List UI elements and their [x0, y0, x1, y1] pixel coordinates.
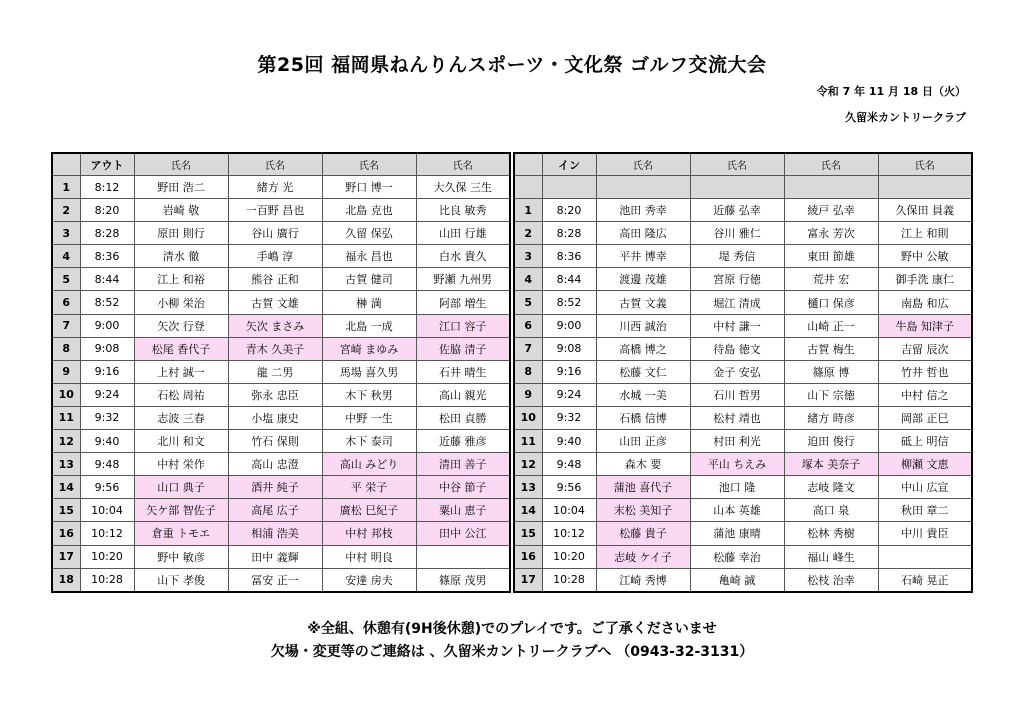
player-name: 牛島 知津子: [878, 314, 972, 337]
group-row: [514, 176, 972, 199]
group-number: 4: [514, 268, 542, 291]
tee-time: 8:36: [542, 245, 596, 268]
player-name: 金子 安弘: [690, 360, 784, 383]
player-name: 中村 謙一: [690, 314, 784, 337]
player-name: 冨安 正一: [228, 568, 322, 592]
player-name: 秋田 章二: [878, 499, 972, 522]
event-date: 令和 7 年 11 月 18 日（火）: [816, 85, 966, 98]
group-number: 9: [52, 360, 80, 383]
header-name: 氏名: [228, 153, 322, 176]
player-name: 亀崎 誠: [690, 568, 784, 592]
player-name: 石松 周祐: [134, 383, 228, 406]
player-name: 岩崎 敬: [134, 199, 228, 222]
group-row: [514, 314, 972, 337]
player-name: 榊 満: [322, 291, 416, 314]
player-name: 近藤 雅彦: [416, 430, 510, 453]
player-name: 松藤 文仁: [596, 360, 690, 383]
header-group-no: [52, 153, 80, 176]
header-name: 氏名: [416, 153, 510, 176]
tee-time: 9:40: [542, 430, 596, 453]
player-name: 福山 峰生: [784, 545, 878, 568]
player-name: 野中 公敏: [878, 245, 972, 268]
group-row: [514, 453, 972, 476]
player-name: 江上 和則: [878, 222, 972, 245]
header-name: 氏名: [596, 153, 690, 176]
player-name: 末松 美知子: [596, 499, 690, 522]
player-name: 中谷 節子: [416, 476, 510, 499]
player-name: 森木 要: [596, 453, 690, 476]
tee-time: 9:40: [80, 430, 134, 453]
player-name: 石井 晴生: [416, 360, 510, 383]
player-name: 木下 泰司: [322, 430, 416, 453]
group-row: [52, 545, 510, 568]
player-name: 小柳 栄治: [134, 291, 228, 314]
player-name: 富永 芳次: [784, 222, 878, 245]
group-number: 14: [514, 499, 542, 522]
group-row: [52, 453, 510, 476]
group-row: [52, 245, 510, 268]
group-number: 12: [52, 430, 80, 453]
player-name: 志岐 隆文: [784, 476, 878, 499]
group-number: [514, 176, 542, 199]
group-row: [52, 268, 510, 291]
tee-time: 10:20: [542, 545, 596, 568]
tee-time: 9:56: [542, 476, 596, 499]
player-name: 手嶋 淳: [228, 245, 322, 268]
player-name: 大久保 三生: [416, 176, 510, 199]
player-name: 待島 徳文: [690, 337, 784, 360]
player-name: 酒井 純子: [228, 476, 322, 499]
player-name: [596, 176, 690, 199]
player-name: 安達 房夫: [322, 568, 416, 592]
player-name: 志波 三春: [134, 406, 228, 429]
player-name: 松尾 香代子: [134, 337, 228, 360]
player-name: 高山 みどり: [322, 453, 416, 476]
tee-time: 9:00: [80, 314, 134, 337]
player-name: 福永 昌也: [322, 245, 416, 268]
group-number: 2: [52, 199, 80, 222]
player-name: 蒲池 喜代子: [596, 476, 690, 499]
player-name: 相浦 浩美: [228, 522, 322, 545]
header-name: 氏名: [134, 153, 228, 176]
tee-time: 9:00: [542, 314, 596, 337]
player-name: 池口 隆: [690, 476, 784, 499]
player-name: 高口 泉: [784, 499, 878, 522]
player-name: 粟山 恵子: [416, 499, 510, 522]
player-name: 江口 容子: [416, 314, 510, 337]
group-row: [514, 406, 972, 429]
player-name: 矢次 まさみ: [228, 314, 322, 337]
player-name: 樋口 保彦: [784, 291, 878, 314]
player-name: 池田 秀幸: [596, 199, 690, 222]
player-name: 松枝 治幸: [784, 568, 878, 592]
player-name: 蒲池 康晴: [690, 522, 784, 545]
group-row: [514, 383, 972, 406]
player-name: 渡邊 茂雄: [596, 268, 690, 291]
player-name: 阿部 増生: [416, 291, 510, 314]
group-row: [514, 499, 972, 522]
group-row: [514, 199, 972, 222]
group-number: 7: [52, 314, 80, 337]
player-name: 山田 正彦: [596, 430, 690, 453]
tee-time: 10:28: [542, 568, 596, 592]
player-name: [784, 176, 878, 199]
player-name: 中村 信之: [878, 383, 972, 406]
group-row: [52, 199, 510, 222]
group-row: [52, 499, 510, 522]
tee-time: 9:16: [80, 360, 134, 383]
player-name: 上村 誠一: [134, 360, 228, 383]
player-name: 塚本 美奈子: [784, 453, 878, 476]
player-name: 中村 栄作: [134, 453, 228, 476]
player-name: 久保田 員義: [878, 199, 972, 222]
player-name: 中村 明良: [322, 545, 416, 568]
player-name: 原田 則行: [134, 222, 228, 245]
group-row: [52, 383, 510, 406]
group-number: 7: [514, 337, 542, 360]
tee-time: 10:20: [80, 545, 134, 568]
header-course: アウト: [80, 153, 134, 176]
player-name: 木下 秋男: [322, 383, 416, 406]
page-title: 第25回 福岡県ねんりんスポーツ・文化祭 ゴルフ交流大会: [257, 54, 767, 76]
group-number: 1: [514, 199, 542, 222]
player-name: 矢ケ部 智佐子: [134, 499, 228, 522]
player-name: 岡部 正巳: [878, 406, 972, 429]
tee-time: 8:20: [80, 199, 134, 222]
player-name: 平山 ちえみ: [690, 453, 784, 476]
group-row: [514, 245, 972, 268]
group-number: 11: [52, 406, 80, 429]
contact-note: 欠場・変更等のご連絡は 、久留米カントリークラブへ （0943-32-3131）: [270, 644, 754, 660]
group-number: 18: [52, 568, 80, 592]
group-row: [52, 314, 510, 337]
tee-time: 8:28: [80, 222, 134, 245]
player-name: 吉留 辰次: [878, 337, 972, 360]
player-name: 野瀬 九州男: [416, 268, 510, 291]
player-name: [878, 545, 972, 568]
player-name: 田中 公江: [416, 522, 510, 545]
group-row: [52, 222, 510, 245]
player-name: 松田 貞勝: [416, 406, 510, 429]
player-name: 北島 一成: [322, 314, 416, 337]
group-number: 8: [52, 337, 80, 360]
player-name: 倉重 トモエ: [134, 522, 228, 545]
player-name: 中野 一生: [322, 406, 416, 429]
player-name: 荒井 宏: [784, 268, 878, 291]
player-name: 江崎 秀博: [596, 568, 690, 592]
player-name: 野口 博一: [322, 176, 416, 199]
player-name: 山崎 正一: [784, 314, 878, 337]
player-name: 久留 保弘: [322, 222, 416, 245]
player-name: 御手洗 康仁: [878, 268, 972, 291]
group-number: 17: [52, 545, 80, 568]
player-name: 緒方 光: [228, 176, 322, 199]
player-name: 竹石 保則: [228, 430, 322, 453]
player-name: 北川 和文: [134, 430, 228, 453]
player-name: 東田 節雄: [784, 245, 878, 268]
player-name: 中山 広宣: [878, 476, 972, 499]
group-number: 17: [514, 568, 542, 592]
player-name: [878, 176, 972, 199]
player-name: 谷山 廣行: [228, 222, 322, 245]
group-number: 5: [52, 268, 80, 291]
tee-time: 8:44: [542, 268, 596, 291]
player-name: 村田 利光: [690, 430, 784, 453]
player-name: 清田 善子: [416, 453, 510, 476]
player-name: 古賀 文義: [596, 291, 690, 314]
group-number: 2: [514, 222, 542, 245]
group-row: [52, 291, 510, 314]
player-name: 佐脇 清子: [416, 337, 510, 360]
tee-time: 9:24: [80, 383, 134, 406]
group-number: 13: [514, 476, 542, 499]
player-name: 中村 邦枝: [322, 522, 416, 545]
player-name: 山田 行雄: [416, 222, 510, 245]
tee-time: 10:04: [542, 499, 596, 522]
player-name: 砥上 明信: [878, 430, 972, 453]
group-row: [514, 291, 972, 314]
player-name: 高山 親光: [416, 383, 510, 406]
tee-time: 8:28: [542, 222, 596, 245]
tee-time: 8:44: [80, 268, 134, 291]
player-name: 野田 浩二: [134, 176, 228, 199]
player-name: 石橋 信博: [596, 406, 690, 429]
player-name: 松藤 幸治: [690, 545, 784, 568]
tee-time: 8:52: [80, 291, 134, 314]
player-name: 平井 博幸: [596, 245, 690, 268]
tee-time: 9:16: [542, 360, 596, 383]
tee-time: 10:12: [542, 522, 596, 545]
group-row: [52, 522, 510, 545]
group-number: 1: [52, 176, 80, 199]
player-name: 廣松 巳紀子: [322, 499, 416, 522]
tee-time: [542, 176, 596, 199]
tee-time: 10:28: [80, 568, 134, 592]
player-name: 高田 隆広: [596, 222, 690, 245]
player-name: 柳瀬 文恵: [878, 453, 972, 476]
group-row: [514, 268, 972, 291]
group-number: 15: [514, 522, 542, 545]
player-name: 北島 克也: [322, 199, 416, 222]
player-name: 南島 和広: [878, 291, 972, 314]
player-name: 比良 敏秀: [416, 199, 510, 222]
group-row: [52, 568, 510, 592]
player-name: 宮原 行徳: [690, 268, 784, 291]
tee-time: 8:12: [80, 176, 134, 199]
header-group-no: [514, 153, 542, 176]
group-number: 15: [52, 499, 80, 522]
player-name: 平 栄子: [322, 476, 416, 499]
player-name: 古賀 健司: [322, 268, 416, 291]
player-name: 谷川 雅仁: [690, 222, 784, 245]
player-name: 野中 敏彦: [134, 545, 228, 568]
player-name: 高橋 博之: [596, 337, 690, 360]
group-number: 14: [52, 476, 80, 499]
player-name: 松林 秀樹: [784, 522, 878, 545]
group-number: 3: [514, 245, 542, 268]
player-name: 矢次 行登: [134, 314, 228, 337]
player-name: 古賀 文雄: [228, 291, 322, 314]
tee-time: 9:32: [80, 406, 134, 429]
group-row: [514, 430, 972, 453]
group-row: [514, 522, 972, 545]
group-number: 16: [52, 522, 80, 545]
player-name: 近藤 弘幸: [690, 199, 784, 222]
player-name: 堀江 清成: [690, 291, 784, 314]
group-number: 8: [514, 360, 542, 383]
player-name: 白水 貴久: [416, 245, 510, 268]
player-name: 綾戸 弘幸: [784, 199, 878, 222]
group-row: [52, 176, 510, 199]
group-row: [514, 360, 972, 383]
group-number: 16: [514, 545, 542, 568]
player-name: 熊谷 正和: [228, 268, 322, 291]
player-name: 馬場 喜久男: [322, 360, 416, 383]
group-number: 11: [514, 430, 542, 453]
in-course-table: [513, 152, 973, 593]
group-number: 10: [52, 383, 80, 406]
tee-time: 9:48: [80, 453, 134, 476]
player-name: 中川 貴臣: [878, 522, 972, 545]
tee-time: 8:20: [542, 199, 596, 222]
group-row: [52, 430, 510, 453]
group-number: 3: [52, 222, 80, 245]
table-header-row: [52, 153, 510, 176]
group-number: 12: [514, 453, 542, 476]
group-number: 6: [52, 291, 80, 314]
player-name: 松藤 貴子: [596, 522, 690, 545]
group-row: [514, 476, 972, 499]
rest-note: ※全組、休憩有(9H後休憩)でのプレイです。ご了承くださいませ: [307, 621, 717, 637]
group-row: [514, 545, 972, 568]
tee-time: 8:52: [542, 291, 596, 314]
player-name: 志岐 ケイ子: [596, 545, 690, 568]
group-row: [52, 360, 510, 383]
tee-time: 9:08: [80, 337, 134, 360]
group-number: 5: [514, 291, 542, 314]
group-row: [52, 337, 510, 360]
group-number: 10: [514, 406, 542, 429]
player-name: 龍 二男: [228, 360, 322, 383]
group-number: 9: [514, 383, 542, 406]
player-name: 山口 典子: [134, 476, 228, 499]
player-name: 一百野 昌也: [228, 199, 322, 222]
player-name: 高尾 広子: [228, 499, 322, 522]
player-name: 古賀 梅生: [784, 337, 878, 360]
player-name: 高山 忠澄: [228, 453, 322, 476]
header-course: イン: [542, 153, 596, 176]
tee-time: 8:36: [80, 245, 134, 268]
player-name: 山下 宗徳: [784, 383, 878, 406]
player-name: [690, 176, 784, 199]
player-name: 竹井 哲也: [878, 360, 972, 383]
player-name: 山本 英雄: [690, 499, 784, 522]
group-number: 6: [514, 314, 542, 337]
group-row: [514, 337, 972, 360]
player-name: 川西 誠治: [596, 314, 690, 337]
player-name: 弥永 忠臣: [228, 383, 322, 406]
player-name: 石崎 晃正: [878, 568, 972, 592]
player-name: 堤 秀信: [690, 245, 784, 268]
tee-time: 9:32: [542, 406, 596, 429]
tee-time: 10:04: [80, 499, 134, 522]
venue-name: 久留米カントリークラブ: [845, 111, 966, 124]
player-name: 青木 久美子: [228, 337, 322, 360]
header-name: 氏名: [690, 153, 784, 176]
group-row: [514, 568, 972, 592]
group-number: 4: [52, 245, 80, 268]
group-row: [52, 476, 510, 499]
player-name: 緒方 時彦: [784, 406, 878, 429]
player-name: 石川 哲男: [690, 383, 784, 406]
tee-time: 9:48: [542, 453, 596, 476]
out-course-table: [51, 152, 511, 593]
player-name: [416, 545, 510, 568]
group-number: 13: [52, 453, 80, 476]
table-header-row: [514, 153, 972, 176]
group-row: [514, 222, 972, 245]
player-name: 篠原 博: [784, 360, 878, 383]
tee-time: 9:56: [80, 476, 134, 499]
tee-time: 10:12: [80, 522, 134, 545]
player-name: 松村 靖也: [690, 406, 784, 429]
tee-time: 9:08: [542, 337, 596, 360]
player-name: 篠原 茂男: [416, 568, 510, 592]
tee-time: 9:24: [542, 383, 596, 406]
header-name: 氏名: [878, 153, 972, 176]
header-name: 氏名: [322, 153, 416, 176]
player-name: 宮崎 まゆみ: [322, 337, 416, 360]
player-name: 水城 一美: [596, 383, 690, 406]
player-name: 迫田 俊行: [784, 430, 878, 453]
player-name: 山下 孝俊: [134, 568, 228, 592]
header-name: 氏名: [784, 153, 878, 176]
group-row: [52, 406, 510, 429]
player-name: 清水 徹: [134, 245, 228, 268]
player-name: 小塩 康史: [228, 406, 322, 429]
player-name: 田中 義輝: [228, 545, 322, 568]
player-name: 江上 和裕: [134, 268, 228, 291]
